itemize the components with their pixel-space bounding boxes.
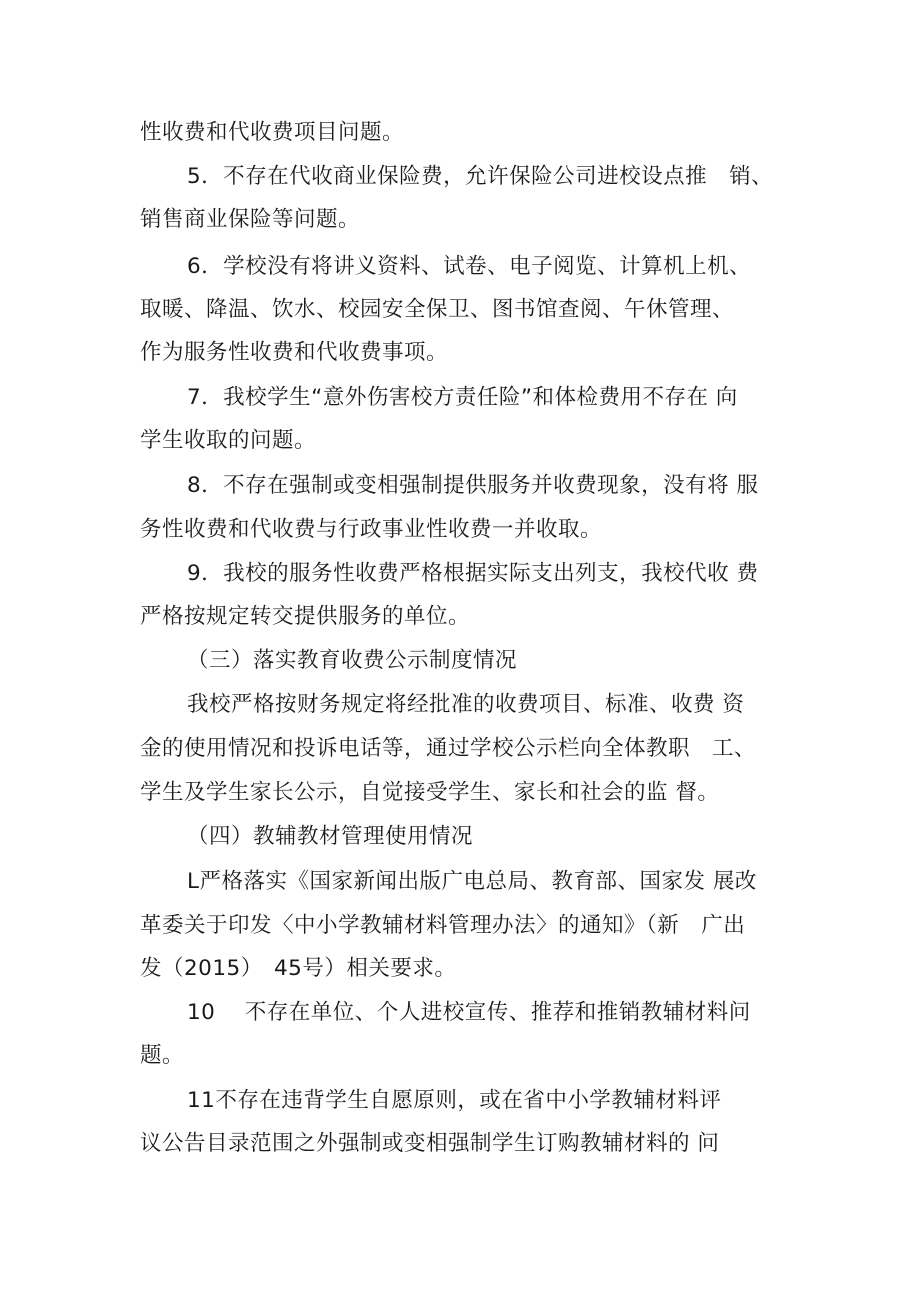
text-line: 金的使用情况和投诉电话等，通过学校公示栏向全体教职 工、 bbox=[140, 736, 757, 761]
text-line: 学生收取的问题。 bbox=[140, 428, 317, 453]
text-line: 作为服务性收费和代收费事项。 bbox=[140, 340, 449, 365]
text-line: 严格按规定转交提供服务的单位。 bbox=[140, 604, 471, 629]
text-line: 6．学校没有将讲义资料、试卷、电子阅览、计算机上机、 bbox=[187, 254, 752, 279]
text-line: 性收费和代收费项目问题。 bbox=[140, 120, 405, 145]
text-line: 7．我校学生“意外伤害校方责任险”和体检费用不存在 向 bbox=[187, 385, 738, 410]
text-line: 8．不存在强制或变相强制提供服务并收费现象，没有将 服 bbox=[187, 473, 759, 498]
text-line: 务性收费和代收费与行政事业性收费一并收取。 bbox=[140, 517, 603, 542]
text-line: 学生及学生家长公示，自觉接受学生、家长和社会的监 督。 bbox=[140, 780, 720, 805]
text-line: L严格落实《国家新闻出版广电总局、教育部、国家发 展改 bbox=[187, 869, 757, 894]
text-line: 取暖、降温、饮水、校园安全保卫、图书馆查阅、午休管理、 bbox=[140, 297, 735, 322]
section-heading: （三）落实教育收费公示制度情况 bbox=[187, 648, 518, 673]
text-line: 我校严格按财务规定将经批准的收费项目、标准、收费 资 bbox=[187, 692, 745, 717]
text-line: 10 不存在单位、个人进校宣传、推荐和推销教辅材料问 bbox=[187, 1000, 751, 1025]
text-line: 议公告目录范围之外强制或变相强制学生订购教辅材料的 问 bbox=[140, 1131, 720, 1156]
text-line: 发（2015） 45号）相关要求。 bbox=[140, 956, 457, 981]
text-line: 5．不存在代收商业保险费，允许保险公司进校设点推 销、 bbox=[187, 164, 774, 189]
text-line: 题。 bbox=[140, 1043, 185, 1068]
text-line: 11不存在违背学生自愿原则，或在省中小学教辅材料评 bbox=[187, 1088, 722, 1113]
text-line: 革委关于印发〈中小学教辅材料管理办法〉的通知》（新 广出 bbox=[140, 913, 746, 938]
section-heading: （四）教辅教材管理使用情况 bbox=[187, 824, 474, 849]
text-line: 销售商业保险等问题。 bbox=[140, 207, 361, 232]
text-line: 9．我校的服务性收费严格根据实际支出列支，我校代收 费 bbox=[187, 561, 759, 586]
